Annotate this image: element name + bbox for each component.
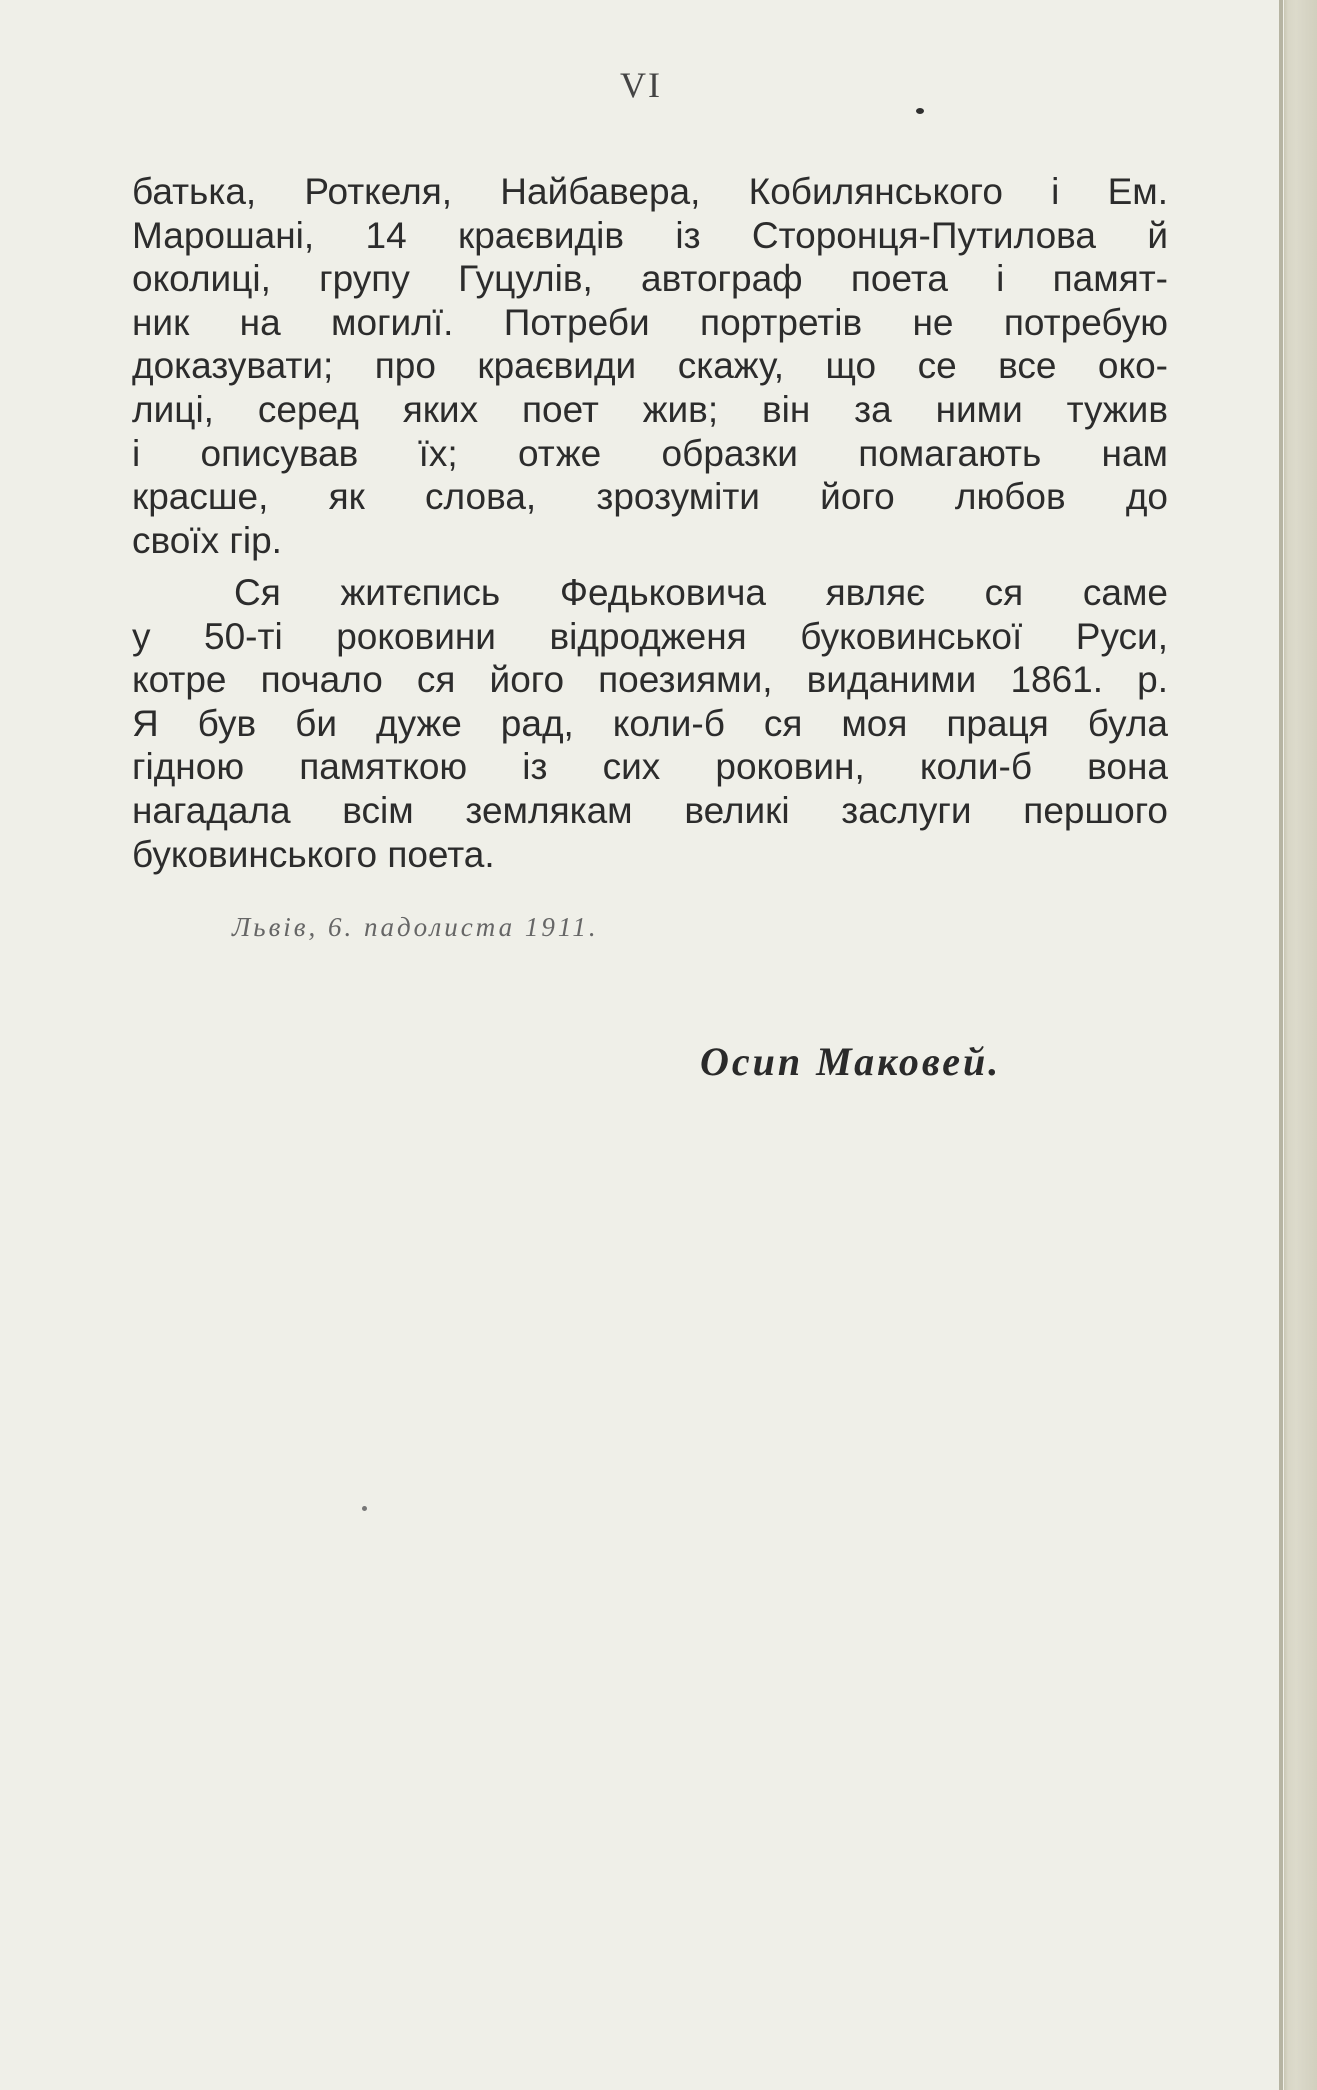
text-line: Ся житєпись Федьковича являє ся саме bbox=[234, 572, 1168, 613]
paragraph-2 bbox=[132, 571, 1168, 876]
text-line: нагадала всім землякам великі заслуги першого bbox=[132, 789, 1168, 831]
text-line: Я був би дуже рад, коли-б ся моя праця була bbox=[132, 702, 1168, 744]
page-number: VI bbox=[620, 65, 662, 105]
author-signature: Осип Маковей. bbox=[700, 1039, 1002, 1084]
text-line: красше, як слова, зрозуміти його любов до bbox=[132, 476, 1168, 518]
text-line: доказувати; про краєвиди скажу, що се все око- bbox=[132, 345, 1168, 387]
text-line: околиці, групу Гуцулів, автограф поета і памят- bbox=[132, 258, 1168, 300]
text-line: ник на могилї. Потреби портретів не потребую bbox=[132, 301, 1168, 343]
page-binding-edge bbox=[1279, 0, 1283, 2090]
text-line: Марошані, 14 краєвидів із Сторонця-Путилова й bbox=[132, 214, 1168, 256]
text-line: і описував їх; отже образки помагають нам bbox=[132, 432, 1168, 474]
text-line: лиці, серед яких поет жив; він за ними тужив bbox=[132, 388, 1168, 430]
text-line: буковинського поета. bbox=[132, 833, 495, 875]
text-line: у 50-ті роковини відродженя буковинської Руси, bbox=[132, 615, 1168, 657]
dateline: Львів, 6. падолиста 1911. bbox=[232, 912, 599, 942]
text-line: гідною памяткою із сих роковин, коли-б вона bbox=[132, 746, 1168, 788]
page-outer-edge bbox=[1284, 0, 1317, 2090]
ink-speck bbox=[916, 108, 924, 114]
paragraph-1 bbox=[132, 170, 1168, 562]
text-line: батька, Роткеля, Найбавера, Кобилянського і Ем. bbox=[132, 171, 1168, 212]
text-line: своїх гір. bbox=[132, 519, 282, 561]
ink-speck bbox=[362, 1506, 367, 1511]
text-line: котре почало ся його поезиями, виданими 1861. р. bbox=[132, 659, 1168, 701]
